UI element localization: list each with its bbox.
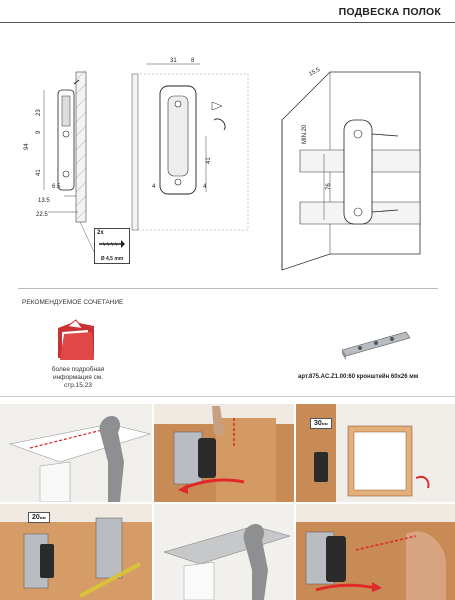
dim-94: 94 — [24, 143, 30, 150]
measure-30-value: 30 — [314, 420, 322, 427]
dim-4-left: 4 — [152, 184, 156, 190]
technical-drawings — [0, 24, 455, 284]
dim-41: 41 — [36, 169, 42, 176]
step-5-panel — [154, 504, 294, 600]
measure-30-badge — [310, 418, 332, 429]
dim-4-right: 4 — [203, 184, 207, 190]
step-6-panel — [296, 504, 455, 600]
dim-23: 23 — [36, 109, 42, 116]
step-4-panel — [0, 504, 152, 600]
screw-size: Ø 4,5 mm — [100, 256, 124, 262]
header-divider — [0, 22, 455, 23]
screw-spec-box — [94, 228, 130, 264]
recommended-title: РЕКОМЕНДУЕМОЕ СОЧЕТАНИЕ — [22, 299, 124, 306]
dim-13-5: 13.5 — [38, 198, 50, 204]
dim-8: 8 — [191, 58, 195, 64]
bracket-image — [336, 322, 416, 362]
cabinet-view-drawing — [282, 67, 420, 270]
article-label: арт.875.AC.Z1.00:60 кронштейн 60x26 мм — [298, 374, 419, 380]
more-info-text: более подробная информация см. стр.15.23 — [51, 366, 105, 389]
step-3-panel — [296, 404, 455, 502]
front-view-drawing — [132, 58, 248, 230]
measure-30-unit: мм — [321, 421, 328, 426]
installation-steps — [0, 404, 455, 600]
dim-22-5: 22.5 — [36, 212, 48, 218]
page-title: ПОДВЕСКА ПОЛОК — [338, 6, 441, 18]
dim-min-20: MIN.20 — [302, 124, 308, 144]
measure-20-unit: мм — [39, 515, 46, 520]
folder-icon — [54, 318, 100, 362]
dim-6-5: 6.5 — [52, 184, 61, 190]
measure-20-badge — [28, 512, 50, 523]
section-divider-top — [18, 288, 438, 289]
section-divider-bottom — [0, 396, 455, 397]
dim-41-front: 41 — [206, 157, 212, 164]
step-2-panel — [154, 404, 294, 502]
screw-count: 2x — [97, 230, 104, 236]
side-view-drawing — [24, 70, 96, 256]
dim-15-5: 15.5 — [308, 66, 322, 78]
dim-9: 9 — [36, 130, 42, 134]
measure-20-value: 20 — [32, 514, 40, 521]
step-1-panel — [0, 404, 152, 502]
screw-icon — [95, 237, 129, 251]
dim-31: 31 — [170, 58, 177, 64]
dim-76: 76 — [326, 183, 332, 190]
